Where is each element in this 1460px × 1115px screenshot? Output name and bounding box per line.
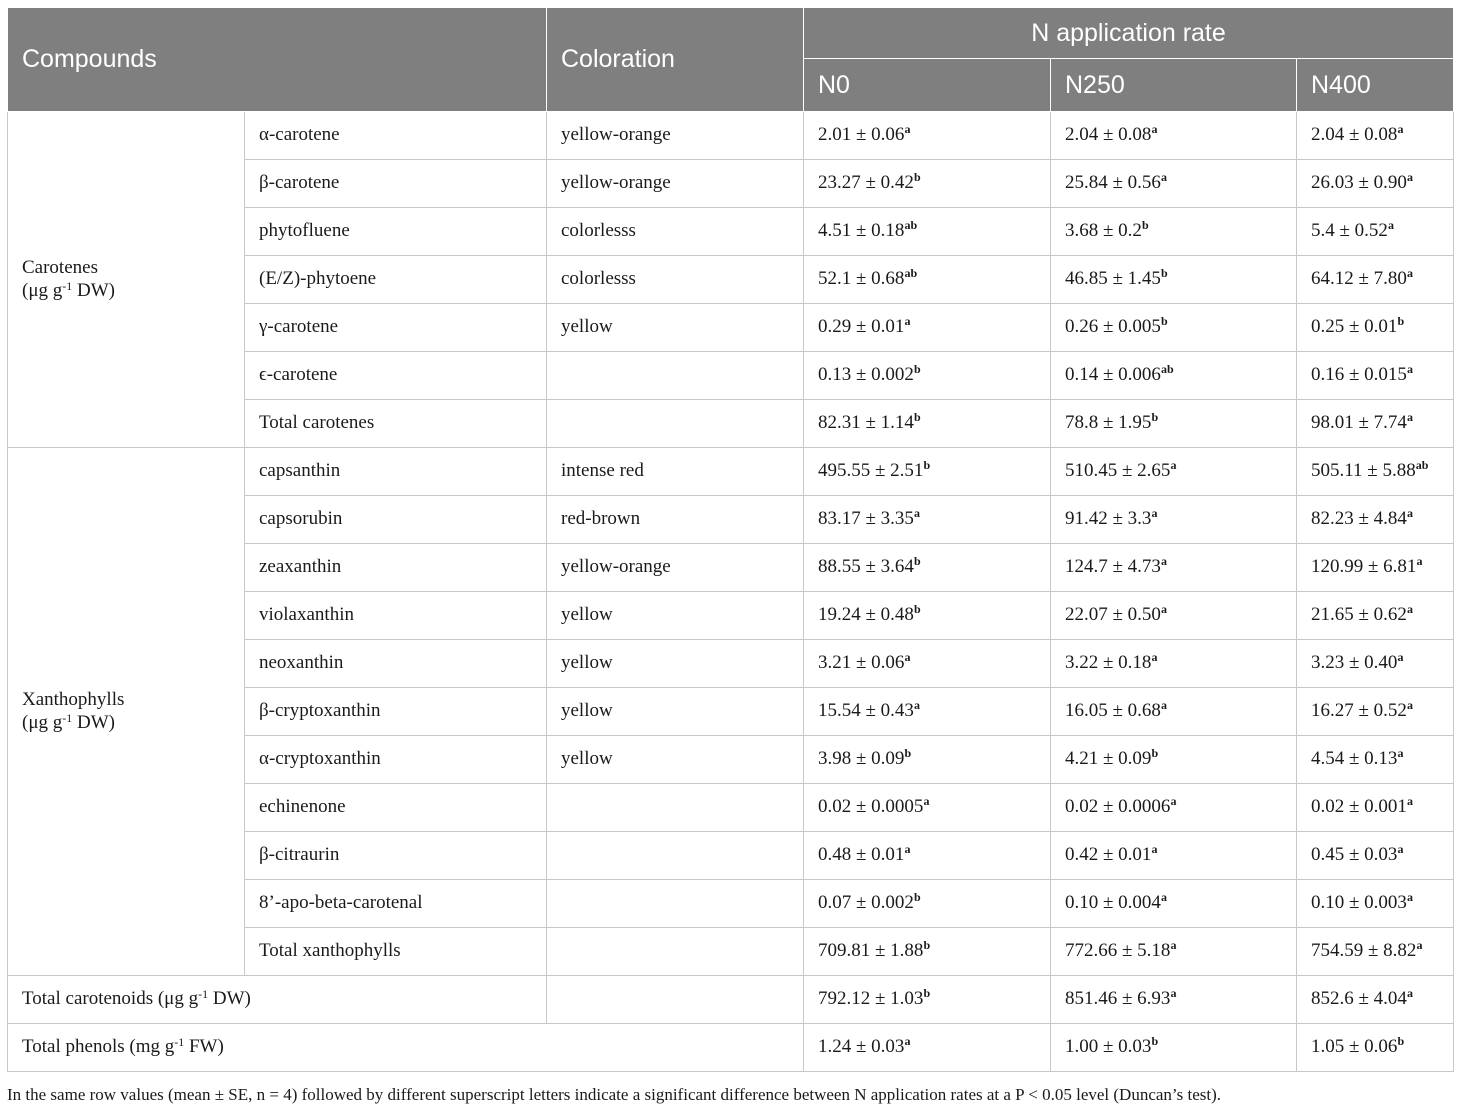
value-cell-n0 <box>804 928 1051 976</box>
value-cell-n0 <box>804 160 1051 208</box>
compound-name: violaxanthin <box>245 592 547 640</box>
value-cell-n0 <box>804 976 1051 1024</box>
significance-letter: b <box>913 362 921 377</box>
mean-se-value: 0.14 ± 0.006 <box>1065 364 1161 386</box>
significance-letter: b <box>913 554 921 569</box>
header-compounds: Compounds <box>8 8 547 112</box>
value-cell-n400 <box>1297 448 1454 496</box>
coloration-cell <box>547 928 804 976</box>
unit-suffix: DW) <box>72 279 115 301</box>
value-cell-n250 <box>1051 928 1297 976</box>
mean-se-value: 21.65 ± 0.62 <box>1311 604 1407 626</box>
significance-letter: a <box>1160 602 1167 617</box>
significance-letter: a <box>904 314 911 329</box>
mean-se-value: 0.02 ± 0.001 <box>1311 796 1407 818</box>
group-name: Carotenes <box>22 256 98 278</box>
coloration-cell: yellow <box>547 592 804 640</box>
significance-letter: a <box>1160 890 1167 905</box>
value-cell-n250 <box>1051 208 1297 256</box>
value-cell-n0 <box>804 1024 1051 1072</box>
value-cell-n400 <box>1297 976 1454 1024</box>
mean-se-value: 16.05 ± 0.68 <box>1065 700 1161 722</box>
value-cell-n400 <box>1297 688 1454 736</box>
label-suffix: DW) <box>208 988 251 1010</box>
table-footnote: In the same row values (mean ± SE, n = 4) followed by different superscript letters indicate a significant difference between N application rates at a P < 0.05 level (Duncan’s test). <box>7 1085 1222 1104</box>
significance-letter: a <box>1151 842 1158 857</box>
coloration-cell: yellow-orange <box>547 160 804 208</box>
unit-exponent: -1 <box>62 710 73 725</box>
value-cell-n0 <box>804 640 1051 688</box>
significance-letter: a <box>913 698 920 713</box>
significance-letter: a <box>1406 266 1413 281</box>
mean-se-value: 792.12 ± 1.03 <box>818 988 924 1010</box>
unit-prefix: (μg g <box>22 711 63 733</box>
table-row-total-carotenoids <box>8 976 1454 1024</box>
significance-letter: b <box>913 170 921 185</box>
coloration-cell: yellow-orange <box>547 112 804 160</box>
compound-name: 8’-apo-beta-carotenal <box>245 880 547 928</box>
coloration-cell: yellow-orange <box>547 544 804 592</box>
value-cell-n400 <box>1297 640 1454 688</box>
mean-se-value: 0.26 ± 0.005 <box>1065 316 1161 338</box>
coloration-cell <box>547 400 804 448</box>
significance-letter: a <box>904 122 911 137</box>
value-cell-n0 <box>804 544 1051 592</box>
significance-letter: a <box>1416 554 1423 569</box>
table-row <box>8 112 1454 160</box>
value-cell-n400 <box>1297 160 1454 208</box>
compound-name: Total xanthophylls <box>245 928 547 976</box>
mean-se-value: 16.27 ± 0.52 <box>1311 700 1407 722</box>
significance-letter: a <box>1406 890 1413 905</box>
compound-name: β-cryptoxanthin <box>245 688 547 736</box>
significance-letter: ab <box>904 218 918 233</box>
significance-letter: a <box>1151 650 1158 665</box>
compound-name: Total carotenes <box>245 400 547 448</box>
significance-letter: b <box>913 890 921 905</box>
compound-name: α-cryptoxanthin <box>245 736 547 784</box>
value-cell-n250 <box>1051 640 1297 688</box>
mean-se-value: 19.24 ± 0.48 <box>818 604 914 626</box>
value-cell-n0 <box>804 784 1051 832</box>
significance-letter: a <box>1406 170 1413 185</box>
value-cell-n0 <box>804 352 1051 400</box>
significance-letter: a <box>1151 506 1158 521</box>
value-cell-n400 <box>1297 592 1454 640</box>
compound-name: capsanthin <box>245 448 547 496</box>
mean-se-value: 22.07 ± 0.50 <box>1065 604 1161 626</box>
compound-name: (E/Z)-phytoene <box>245 256 547 304</box>
significance-letter: a <box>923 794 930 809</box>
significance-letter: a <box>1170 938 1177 953</box>
significance-letter: a <box>1160 554 1167 569</box>
mean-se-value: 120.99 ± 6.81 <box>1311 556 1417 578</box>
significance-letter: a <box>1397 842 1404 857</box>
value-cell-n400 <box>1297 928 1454 976</box>
mean-se-value: 64.12 ± 7.80 <box>1311 268 1407 290</box>
coloration-cell <box>547 352 804 400</box>
mean-se-value: 4.51 ± 0.18 <box>818 220 905 242</box>
mean-se-value: 1.00 ± 0.03 <box>1065 1036 1152 1058</box>
mean-se-value: 15.54 ± 0.43 <box>818 700 914 722</box>
group-label-xanthophylls <box>8 448 245 976</box>
mean-se-value: 495.55 ± 2.51 <box>818 460 924 482</box>
coloration-cell <box>547 832 804 880</box>
label-exponent: -1 <box>198 987 209 1002</box>
significance-letter: a <box>1397 650 1404 665</box>
significance-letter: a <box>1170 986 1177 1001</box>
significance-letter: b <box>1397 314 1405 329</box>
mean-se-value: 3.23 ± 0.40 <box>1311 652 1398 674</box>
label-prefix: Total carotenoids (μg g <box>22 988 199 1010</box>
mean-se-value: 0.07 ± 0.002 <box>818 892 914 914</box>
significance-letter: a <box>1406 794 1413 809</box>
mean-se-value: 2.04 ± 0.08 <box>1311 124 1398 146</box>
header-n0: N0 <box>804 59 1051 112</box>
value-cell-n250 <box>1051 736 1297 784</box>
unit-prefix: (μg g <box>22 279 63 301</box>
significance-letter: b <box>923 938 931 953</box>
group-label-carotenes <box>8 112 245 448</box>
value-cell-n400 <box>1297 400 1454 448</box>
mean-se-value: 0.42 ± 0.01 <box>1065 844 1152 866</box>
significance-letter: a <box>1397 122 1404 137</box>
mean-se-value: 2.01 ± 0.06 <box>818 124 905 146</box>
significance-letter: ab <box>1415 458 1429 473</box>
significance-letter: b <box>1160 266 1168 281</box>
header-coloration: Coloration <box>547 8 804 112</box>
compound-name: ϵ-carotene <box>245 352 547 400</box>
header-n-application-rate: N application rate <box>804 8 1454 59</box>
total-carotenoids-label <box>8 976 547 1024</box>
mean-se-value: 0.10 ± 0.004 <box>1065 892 1161 914</box>
value-cell-n0 <box>804 400 1051 448</box>
coloration-cell: colorlesss <box>547 208 804 256</box>
significance-letter: b <box>1151 1034 1159 1049</box>
value-cell-n0 <box>804 208 1051 256</box>
significance-letter: a <box>904 650 911 665</box>
mean-se-value: 1.24 ± 0.03 <box>818 1036 905 1058</box>
value-cell-n250 <box>1051 688 1297 736</box>
label-exponent: -1 <box>174 1035 185 1050</box>
significance-letter: a <box>1170 794 1177 809</box>
compound-name: γ-carotene <box>245 304 547 352</box>
mean-se-value: 754.59 ± 8.82 <box>1311 940 1417 962</box>
mean-se-value: 46.85 ± 1.45 <box>1065 268 1161 290</box>
value-cell-n250 <box>1051 448 1297 496</box>
header-n400: N400 <box>1297 59 1454 112</box>
value-cell-n400 <box>1297 832 1454 880</box>
mean-se-value: 5.4 ± 0.52 <box>1311 220 1388 242</box>
significance-letter: b <box>923 986 931 1001</box>
value-cell-n400 <box>1297 880 1454 928</box>
value-cell-n250 <box>1051 976 1297 1024</box>
compound-name: β-citraurin <box>245 832 547 880</box>
significance-letter: a <box>1406 506 1413 521</box>
significance-letter: a <box>1397 746 1404 761</box>
total-phenols-label <box>8 1024 804 1072</box>
coloration-cell: yellow <box>547 688 804 736</box>
coloration-cell <box>547 880 804 928</box>
value-cell-n400 <box>1297 496 1454 544</box>
value-cell-n250 <box>1051 784 1297 832</box>
mean-se-value: 98.01 ± 7.74 <box>1311 412 1407 434</box>
value-cell-n250 <box>1051 400 1297 448</box>
group-name: Xanthophylls <box>22 688 125 710</box>
value-cell-n0 <box>804 304 1051 352</box>
significance-letter: b <box>904 746 912 761</box>
value-cell-n400 <box>1297 112 1454 160</box>
mean-se-value: 505.11 ± 5.88 <box>1311 460 1416 482</box>
mean-se-value: 0.48 ± 0.01 <box>818 844 905 866</box>
compound-name: capsorubin <box>245 496 547 544</box>
value-cell-n250 <box>1051 544 1297 592</box>
mean-se-value: 78.8 ± 1.95 <box>1065 412 1152 434</box>
significance-letter: a <box>1387 218 1394 233</box>
value-cell-n400 <box>1297 544 1454 592</box>
value-cell-n250 <box>1051 1024 1297 1072</box>
value-cell-n0 <box>804 736 1051 784</box>
carotenoid-table <box>7 7 1454 1072</box>
mean-se-value: 0.02 ± 0.0005 <box>818 796 924 818</box>
mean-se-value: 0.10 ± 0.003 <box>1311 892 1407 914</box>
compound-name: phytofluene <box>245 208 547 256</box>
significance-letter: a <box>913 506 920 521</box>
mean-se-value: 52.1 ± 0.68 <box>818 268 905 290</box>
value-cell-n0 <box>804 688 1051 736</box>
significance-letter: b <box>923 458 931 473</box>
value-cell-n250 <box>1051 352 1297 400</box>
significance-letter: a <box>1416 938 1423 953</box>
coloration-cell <box>547 976 804 1024</box>
mean-se-value: 3.98 ± 0.09 <box>818 748 905 770</box>
coloration-cell: intense red <box>547 448 804 496</box>
compound-name: α-carotene <box>245 112 547 160</box>
compound-name: β-carotene <box>245 160 547 208</box>
mean-se-value: 4.21 ± 0.09 <box>1065 748 1152 770</box>
mean-se-value: 1.05 ± 0.06 <box>1311 1036 1398 1058</box>
mean-se-value: 0.16 ± 0.015 <box>1311 364 1407 386</box>
value-cell-n0 <box>804 592 1051 640</box>
mean-se-value: 0.45 ± 0.03 <box>1311 844 1398 866</box>
value-cell-n250 <box>1051 112 1297 160</box>
label-suffix: FW) <box>184 1036 224 1058</box>
unit-suffix: DW) <box>72 711 115 733</box>
unit-exponent: -1 <box>62 278 73 293</box>
value-cell-n250 <box>1051 832 1297 880</box>
value-cell-n400 <box>1297 736 1454 784</box>
mean-se-value: 4.54 ± 0.13 <box>1311 748 1398 770</box>
value-cell-n250 <box>1051 256 1297 304</box>
coloration-cell: colorlesss <box>547 256 804 304</box>
significance-letter: b <box>1151 746 1159 761</box>
mean-se-value: 709.81 ± 1.88 <box>818 940 924 962</box>
significance-letter: a <box>1160 698 1167 713</box>
value-cell-n0 <box>804 496 1051 544</box>
mean-se-value: 772.66 ± 5.18 <box>1065 940 1171 962</box>
value-cell-n0 <box>804 112 1051 160</box>
label-prefix: Total phenols (mg g <box>22 1036 175 1058</box>
value-cell-n250 <box>1051 592 1297 640</box>
mean-se-value: 0.29 ± 0.01 <box>818 316 905 338</box>
header-n250: N250 <box>1051 59 1297 112</box>
significance-letter: b <box>1160 314 1168 329</box>
significance-letter: a <box>1406 362 1413 377</box>
compound-name: neoxanthin <box>245 640 547 688</box>
table-row <box>8 448 1454 496</box>
value-cell-n400 <box>1297 304 1454 352</box>
mean-se-value: 82.23 ± 4.84 <box>1311 508 1407 530</box>
mean-se-value: 0.13 ± 0.002 <box>818 364 914 386</box>
mean-se-value: 83.17 ± 3.35 <box>818 508 914 530</box>
value-cell-n400 <box>1297 208 1454 256</box>
value-cell-n0 <box>804 880 1051 928</box>
table-header <box>8 8 1454 112</box>
value-cell-n0 <box>804 256 1051 304</box>
coloration-cell <box>547 784 804 832</box>
mean-se-value: 82.31 ± 1.14 <box>818 412 914 434</box>
significance-letter: b <box>1141 218 1149 233</box>
significance-letter: a <box>1406 602 1413 617</box>
significance-letter: a <box>1406 410 1413 425</box>
coloration-cell: red-brown <box>547 496 804 544</box>
value-cell-n250 <box>1051 496 1297 544</box>
coloration-cell: yellow <box>547 736 804 784</box>
value-cell-n250 <box>1051 880 1297 928</box>
coloration-cell: yellow <box>547 304 804 352</box>
significance-letter: b <box>913 602 921 617</box>
mean-se-value: 26.03 ± 0.90 <box>1311 172 1407 194</box>
value-cell-n0 <box>804 448 1051 496</box>
mean-se-value: 3.68 ± 0.2 <box>1065 220 1142 242</box>
significance-letter: ab <box>1160 362 1174 377</box>
value-cell-n400 <box>1297 256 1454 304</box>
mean-se-value: 851.46 ± 6.93 <box>1065 988 1171 1010</box>
coloration-cell: yellow <box>547 640 804 688</box>
value-cell-n0 <box>804 832 1051 880</box>
value-cell-n250 <box>1051 304 1297 352</box>
significance-letter: a <box>1406 986 1413 1001</box>
significance-letter: ab <box>904 266 918 281</box>
table-row-total-phenols <box>8 1024 1454 1072</box>
significance-letter: a <box>1151 122 1158 137</box>
mean-se-value: 852.6 ± 4.04 <box>1311 988 1407 1010</box>
significance-letter: a <box>1160 170 1167 185</box>
value-cell-n250 <box>1051 160 1297 208</box>
significance-letter: b <box>1151 410 1159 425</box>
value-cell-n400 <box>1297 1024 1454 1072</box>
mean-se-value: 0.25 ± 0.01 <box>1311 316 1398 338</box>
mean-se-value: 91.42 ± 3.3 <box>1065 508 1152 530</box>
mean-se-value: 3.21 ± 0.06 <box>818 652 905 674</box>
significance-letter: a <box>904 1034 911 1049</box>
mean-se-value: 510.45 ± 2.65 <box>1065 460 1171 482</box>
significance-letter: a <box>904 842 911 857</box>
mean-se-value: 23.27 ± 0.42 <box>818 172 914 194</box>
table-body <box>8 112 1454 1072</box>
mean-se-value: 2.04 ± 0.08 <box>1065 124 1152 146</box>
mean-se-value: 25.84 ± 0.56 <box>1065 172 1161 194</box>
mean-se-value: 124.7 ± 4.73 <box>1065 556 1161 578</box>
compound-name: echinenone <box>245 784 547 832</box>
mean-se-value: 3.22 ± 0.18 <box>1065 652 1152 674</box>
compound-name: zeaxanthin <box>245 544 547 592</box>
significance-letter: a <box>1170 458 1177 473</box>
significance-letter: b <box>1397 1034 1405 1049</box>
value-cell-n400 <box>1297 352 1454 400</box>
significance-letter: b <box>913 410 921 425</box>
mean-se-value: 0.02 ± 0.0006 <box>1065 796 1171 818</box>
significance-letter: a <box>1406 698 1413 713</box>
value-cell-n400 <box>1297 784 1454 832</box>
mean-se-value: 88.55 ± 3.64 <box>818 556 914 578</box>
